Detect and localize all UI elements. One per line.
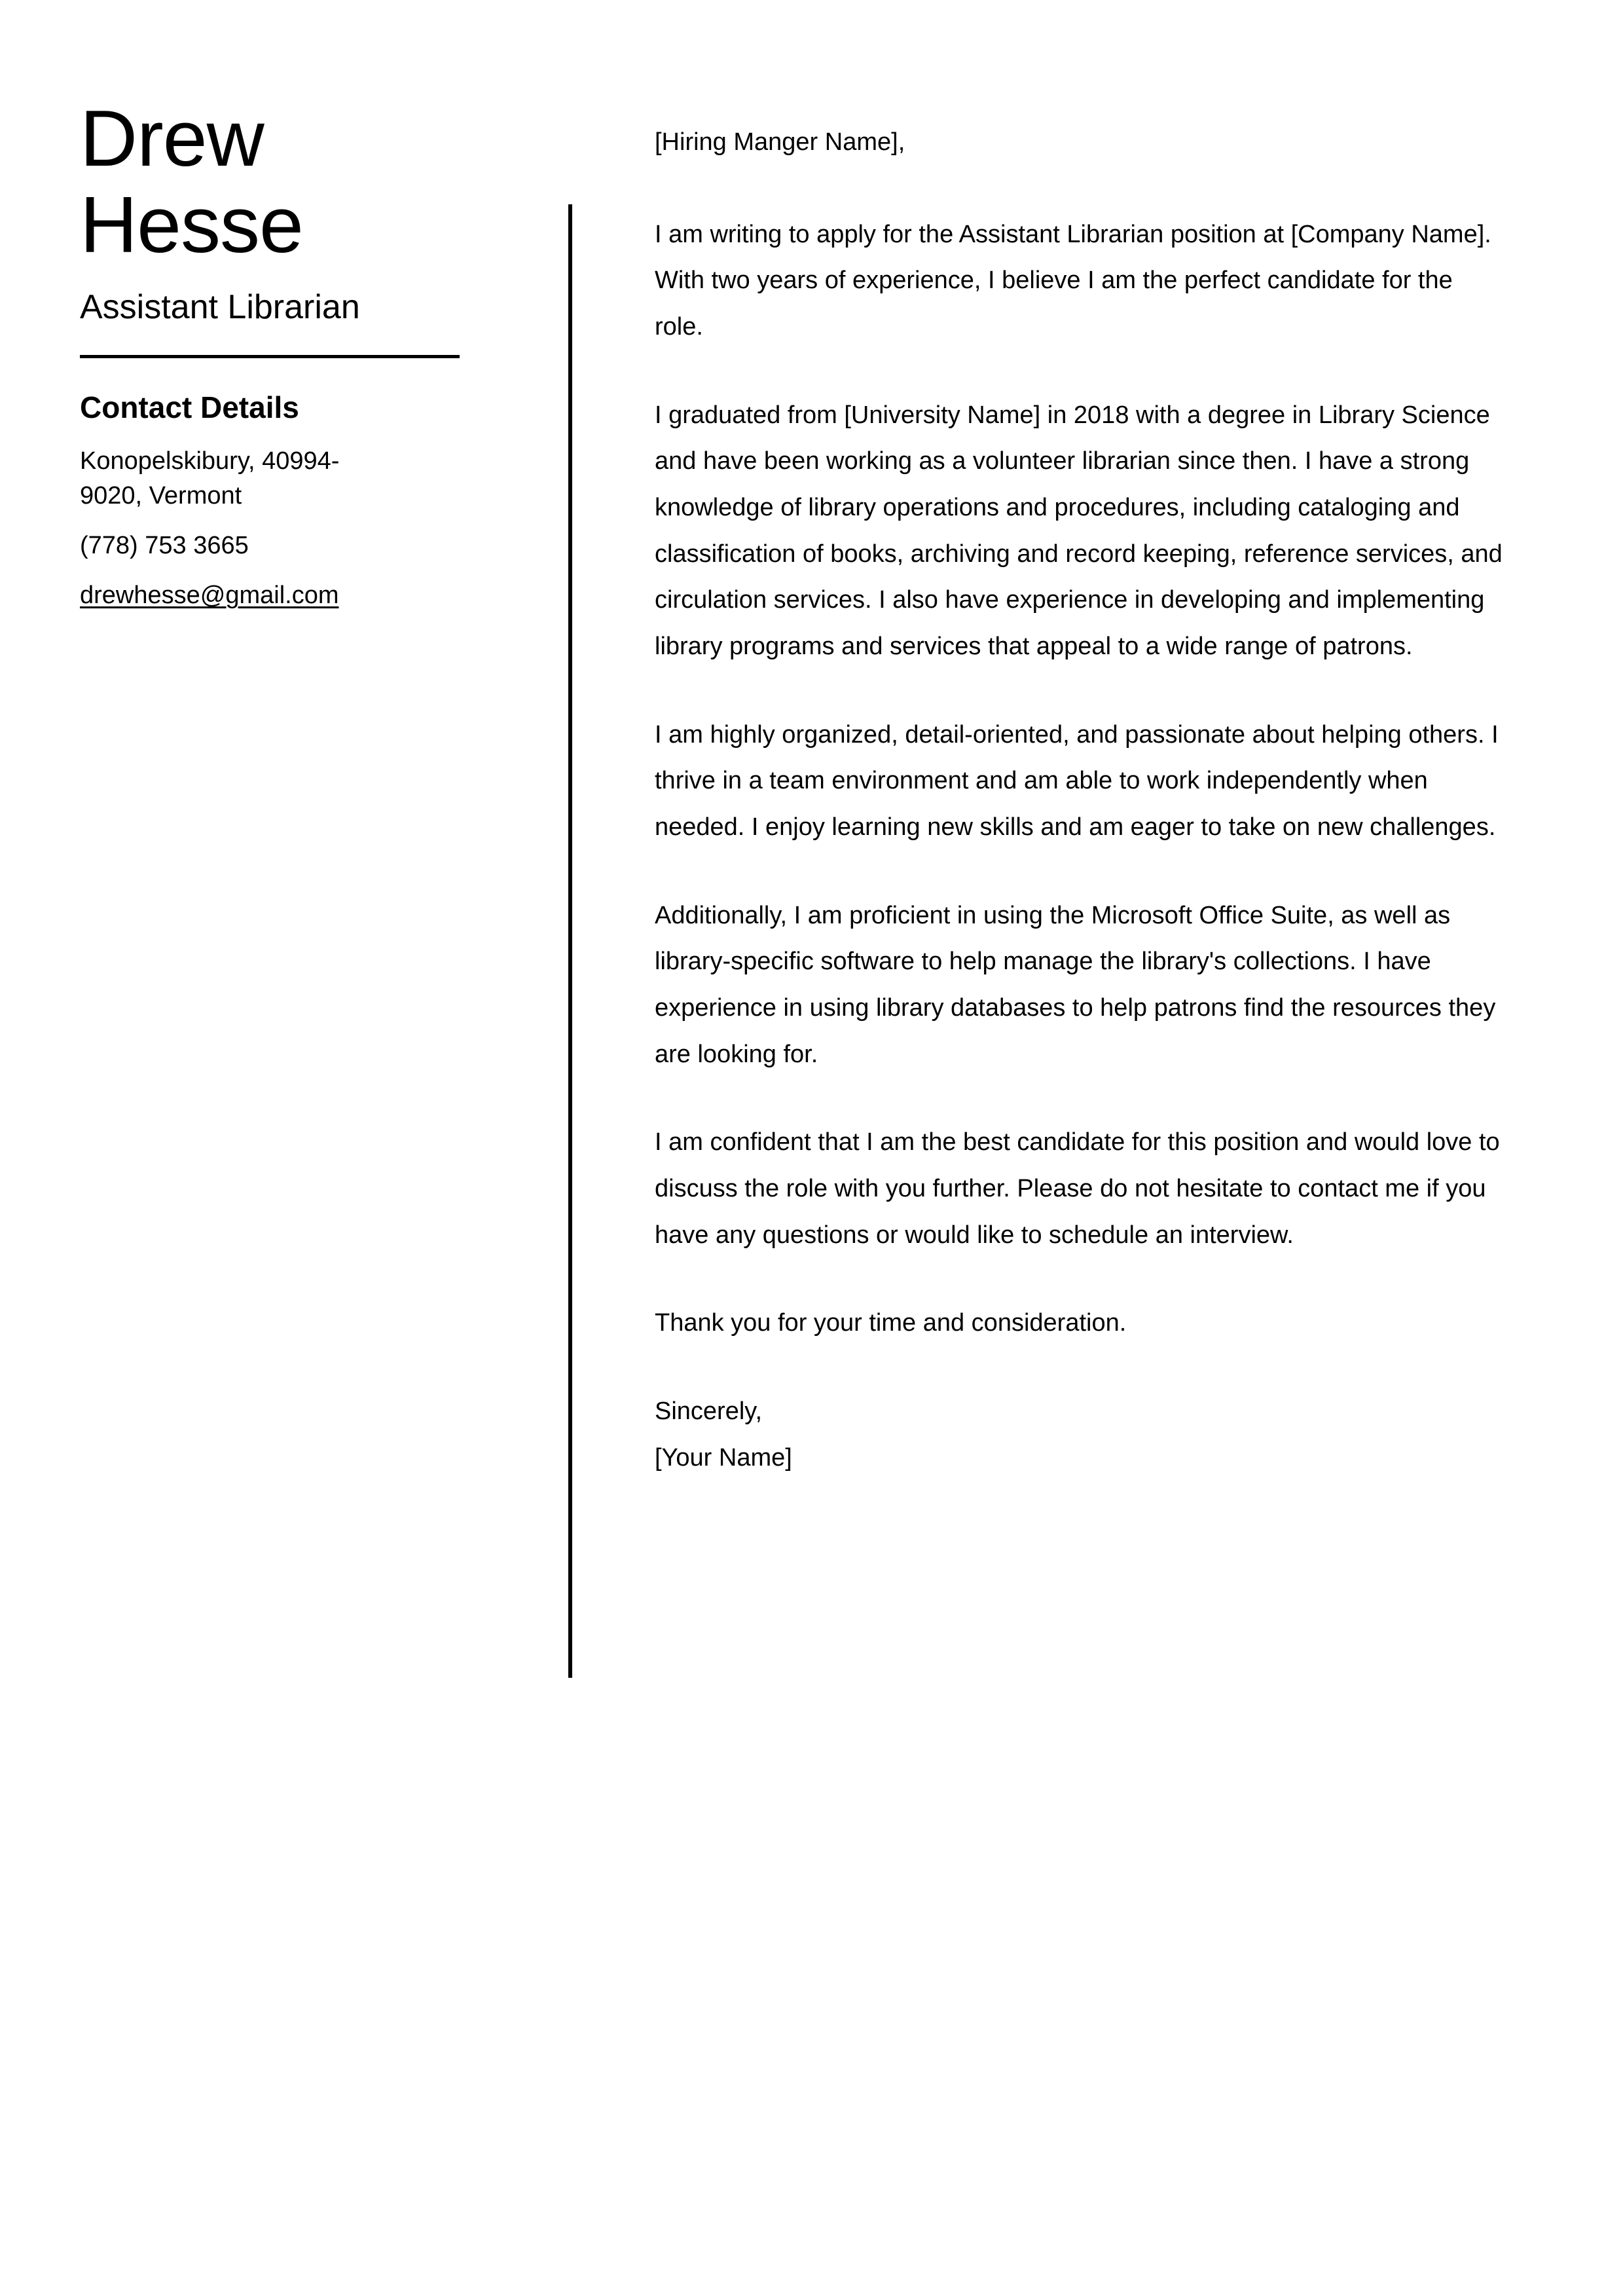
letter-paragraph-3: I am highly organized, detail-oriented, and passionate about helping others. I thrive in a team environment and am able to work independently when needed. I enjoy learning new skills and am eager to take on new challenges. [655,720,1499,842]
signature-name: [Your Name] [655,1443,792,1472]
job-title: Assistant Librarian [80,288,360,326]
sidebar [80,94,473,628]
contact-details-list [80,444,473,614]
vertical-divider [568,204,572,1678]
closing-salutation: Sincerely, [655,1398,763,1426]
letter-paragraph-4: Additionally, I am proficient in using the Microsoft Office Suite, as well as library-specific software to help manage the library's collections. I have experience in using library databases to help patrons find the resources they are looking for. [655,901,1496,1068]
letter-body [655,119,1506,1481]
last-name: Hesse [80,180,303,269]
letter-paragraph-1: I am writing to apply for the Assistant Librarian position at [Company Name]. With two years of experience, I believe I am the perfect candidate for the role. [655,220,1491,341]
contact-details-heading: Contact Details [80,390,299,425]
contact-address: Konopelskibury, 40994-9020, Vermont [80,447,340,510]
sidebar-divider-rule [80,355,460,358]
contact-phone[interactable]: (778) 753 3665 [80,532,249,560]
letter-signoff [655,1388,1506,1481]
contact-email-link[interactable]: drewhesse@gmail.com [80,582,339,610]
letter-salutation: [Hiring Manger Name], [655,128,905,156]
letter-paragraph-5: I am confident that I am the best candidate for this position and would love to discuss the role with you further. Please do not hesitate to contact me if you have any questions or would like to schedule an interview. [655,1128,1500,1249]
first-name: Drew [80,94,264,183]
letter-paragraph-2: I graduated from [University Name] in 2018 with a degree in Library Science and have been working as a volunteer librarian since then. I have a strong knowledge of library operations and procedures, including cataloging and classification of books, archiving and record keeping, reference services, and circulation services. I also have experience in developing and implementing library programs and services that appeal to a wide range of patrons. [655,401,1503,661]
letter-paragraph-6: Thank you for your time and consideration. [655,1309,1127,1337]
candidate-name [80,94,473,269]
